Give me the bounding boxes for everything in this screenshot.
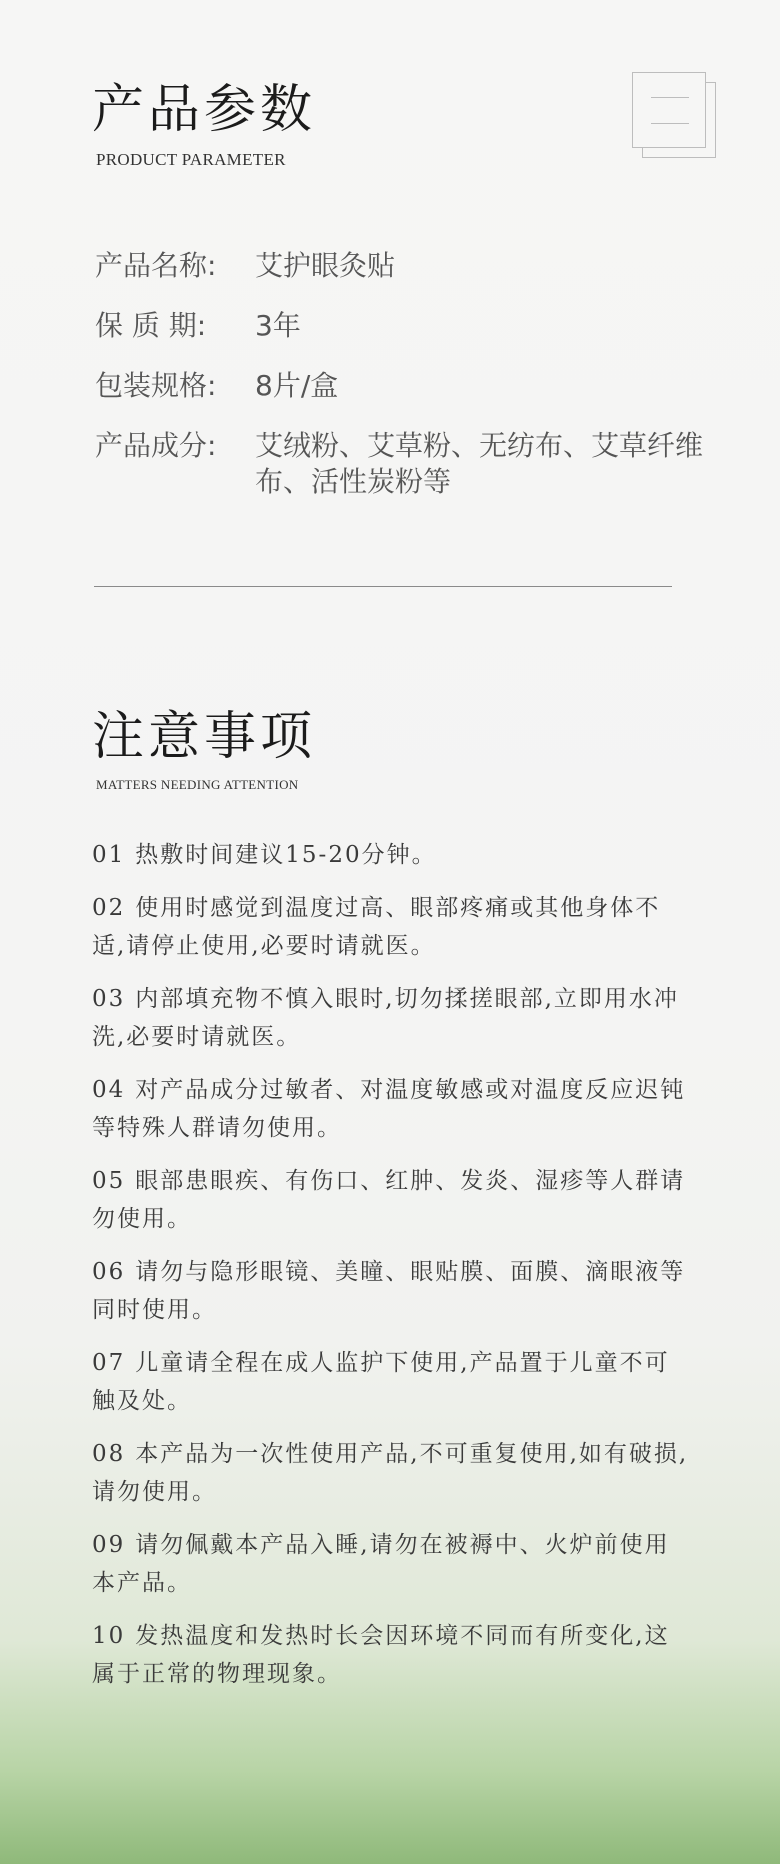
note-item bbox=[92, 1617, 692, 1693]
params-list bbox=[95, 248, 735, 524]
note-text: 请勿佩戴本产品入睡,请勿在被褥中、火炉前使用本产品。 bbox=[92, 1532, 670, 1596]
note-item bbox=[92, 836, 692, 874]
note-text: 热敷时间建议15-20分钟。 bbox=[135, 842, 437, 868]
note-text: 使用时感觉到温度过高、眼部疼痛或其他身体不适,请停止使用,必要时请就医。 bbox=[92, 895, 661, 959]
note-text: 内部填充物不慎入眼时,切勿揉搓眼部,立即用水冲洗,必要时请就医。 bbox=[92, 986, 679, 1050]
notes-subtitle: MATTERS NEEDING ATTENTION bbox=[96, 777, 299, 792]
note-text: 对产品成分过敏者、对温度敏感或对温度反应迟钝等特殊人群请勿使用。 bbox=[92, 1077, 686, 1141]
note-item bbox=[92, 1071, 692, 1147]
decor-line bbox=[651, 97, 689, 98]
param-label: 保 质 期: bbox=[95, 309, 207, 342]
note-number: 01 bbox=[92, 842, 126, 868]
param-label: 产品成分: bbox=[95, 429, 217, 462]
note-number: 09 bbox=[92, 1532, 126, 1558]
note-number: 07 bbox=[92, 1350, 126, 1376]
param-value: 艾绒粉、艾草粉、无纺布、艾草纤维布、活性炭粉等 bbox=[255, 429, 704, 498]
notes-list bbox=[92, 836, 692, 1708]
note-number: 05 bbox=[92, 1168, 126, 1194]
note-number: 10 bbox=[92, 1623, 126, 1649]
param-row-package bbox=[95, 368, 735, 404]
front-square-shape bbox=[632, 72, 706, 148]
note-item bbox=[92, 1162, 692, 1238]
note-number: 08 bbox=[92, 1441, 126, 1467]
param-value: 8片/盒 bbox=[255, 369, 339, 402]
note-text: 眼部患眼疾、有伤口、红肿、发炎、湿疹等人群请勿使用。 bbox=[92, 1168, 686, 1232]
note-text: 发热温度和发热时长会因环境不同而有所变化,这属于正常的物理现象。 bbox=[92, 1623, 670, 1687]
note-item bbox=[92, 1435, 692, 1511]
note-number: 03 bbox=[92, 986, 126, 1012]
decor-line bbox=[651, 123, 689, 124]
param-row-name bbox=[95, 248, 735, 284]
note-item bbox=[92, 889, 692, 965]
note-number: 06 bbox=[92, 1259, 126, 1285]
param-value: 3年 bbox=[255, 309, 301, 342]
note-item bbox=[92, 1526, 692, 1602]
params-subtitle: PRODUCT PARAMETER bbox=[96, 150, 286, 169]
param-label: 产品名称: bbox=[95, 249, 217, 282]
note-number: 04 bbox=[92, 1077, 126, 1103]
note-item bbox=[92, 980, 692, 1056]
notes-title: 注意事项 bbox=[92, 707, 317, 767]
note-item bbox=[92, 1344, 692, 1420]
params-title: 产品参数 bbox=[92, 80, 317, 140]
note-number: 02 bbox=[92, 895, 126, 921]
overlapping-squares-lines-icon bbox=[632, 72, 718, 160]
note-item bbox=[92, 1253, 692, 1329]
note-text: 请勿与隐形眼镜、美瞳、眼贴膜、面膜、滴眼液等同时使用。 bbox=[92, 1259, 686, 1323]
param-row-shelf-life bbox=[95, 308, 735, 344]
param-row-ingredients bbox=[95, 428, 735, 500]
param-label: 包装规格: bbox=[95, 369, 217, 402]
note-text: 本产品为一次性使用产品,不可重复使用,如有破损,请勿使用。 bbox=[92, 1441, 689, 1505]
param-value: 艾护眼灸贴 bbox=[255, 249, 396, 282]
section-divider bbox=[94, 586, 672, 587]
note-text: 儿童请全程在成人监护下使用,产品置于儿童不可触及处。 bbox=[92, 1350, 670, 1414]
